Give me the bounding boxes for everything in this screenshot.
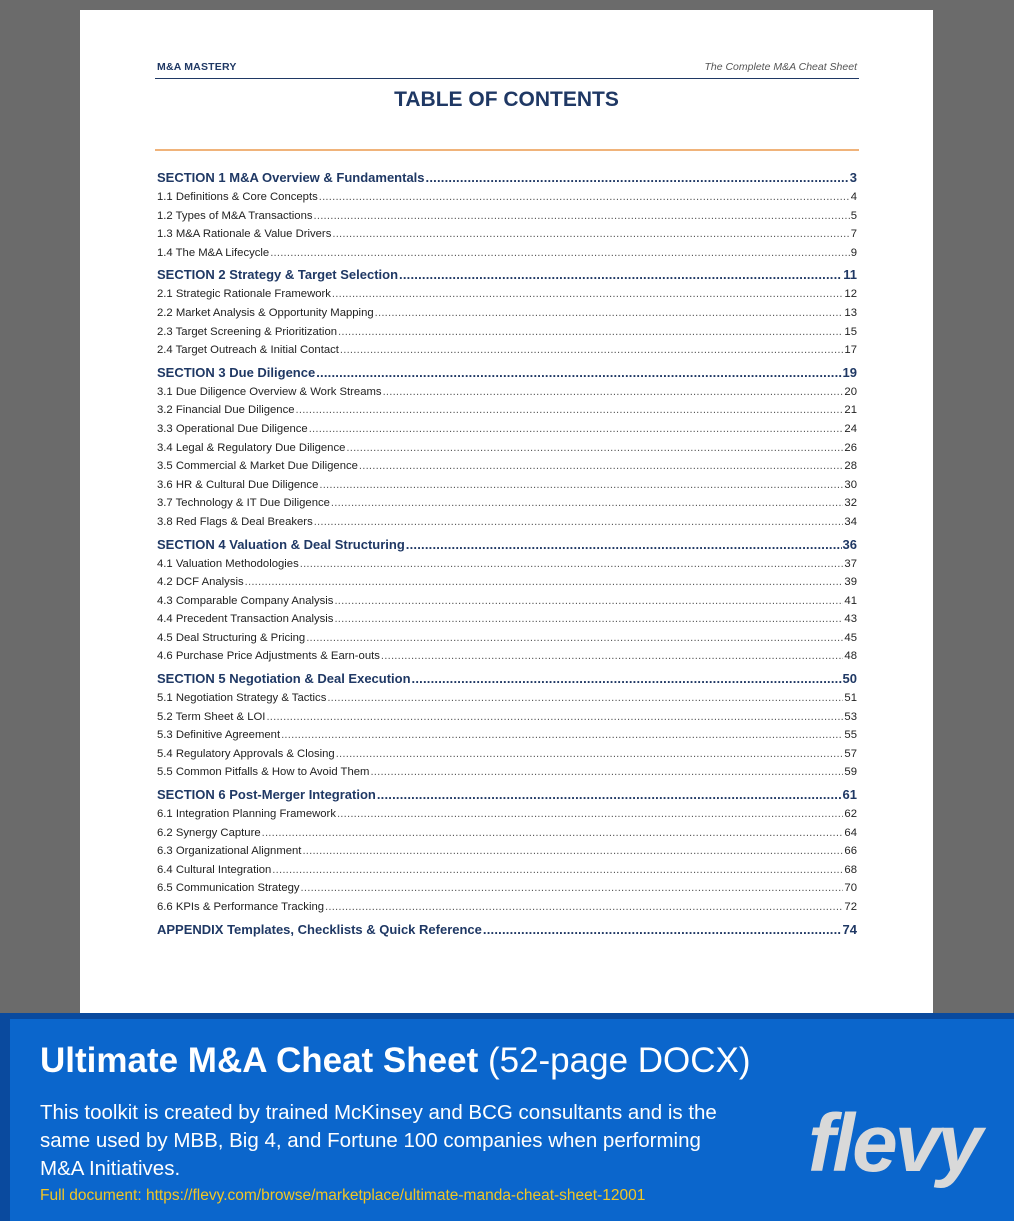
toc-page-number: 20 [844, 385, 857, 398]
toc-entry-label: SECTION 3 Due Diligence [157, 364, 316, 380]
toc-entry-label: 3.2 Financial Due Diligence [157, 404, 295, 417]
toc-entry-label: 6.1 Integration Planning Framework [157, 808, 336, 821]
toc-entry-label: 5.4 Regulatory Approvals & Closing [157, 747, 335, 760]
toc-subsection-entry[interactable] [157, 225, 857, 244]
toc-page-number: 7 [850, 228, 857, 241]
toc-page-number: 13 [844, 306, 857, 319]
toc-entry-label: 4.6 Purchase Price Adjustments & Earn-outs [157, 650, 380, 663]
toc-dot-leader [331, 494, 844, 513]
toc-dot-leader [301, 879, 844, 898]
promo-banner [0, 1013, 1014, 1221]
toc-dot-leader [272, 861, 843, 880]
toc-page-number: 48 [844, 650, 857, 663]
toc-dot-leader [406, 535, 842, 555]
toc-dot-leader [381, 647, 844, 666]
toc-page-number: 55 [844, 729, 857, 742]
toc-dot-leader [316, 363, 841, 383]
toc-entry-label: 1.4 The M&A Lifecycle [157, 246, 270, 259]
toc-section-entry[interactable] [157, 669, 857, 689]
toc-page-number: 21 [844, 404, 857, 417]
toc-section-entry[interactable] [157, 363, 857, 383]
toc-entry-label: SECTION 4 Valuation & Deal Structuring [157, 536, 405, 552]
toc-page-number: 12 [844, 288, 857, 301]
toc-subsection-entry[interactable] [157, 457, 857, 476]
toc-page-number: 57 [844, 747, 857, 760]
toc-subsection-entry[interactable] [157, 842, 857, 861]
toc-page-number: 24 [844, 422, 857, 435]
toc-dot-leader [306, 629, 843, 648]
toc-entry-label: 3.3 Operational Due Diligence [157, 422, 308, 435]
toc-dot-leader [314, 207, 850, 226]
toc-page-number: 11 [843, 267, 857, 283]
toc-page-number: 50 [842, 671, 857, 687]
toc-page-number: 37 [844, 557, 857, 570]
toc-entry-label: 5.5 Common Pitfalls & How to Avoid Them [157, 766, 370, 779]
banner-title-bold: Ultimate M&A Cheat Sheet [40, 1041, 479, 1080]
toc-section-entry[interactable] [157, 535, 857, 555]
toc-subsection-entry[interactable] [157, 708, 857, 727]
toc-entry-label: 3.5 Commercial & Market Due Diligence [157, 460, 358, 473]
toc-subsection-entry[interactable] [157, 420, 857, 439]
toc-dot-leader [245, 573, 844, 592]
toc-entry-label: SECTION 5 Negotiation & Deal Execution [157, 671, 411, 687]
toc-section-entry[interactable] [157, 168, 857, 188]
toc-entry-label: 6.6 KPIs & Performance Tracking [157, 901, 325, 913]
toc-dot-leader [340, 341, 844, 360]
toc-page-number: 28 [844, 460, 857, 473]
header-doc-title: The Complete M&A Cheat Sheet [704, 61, 857, 73]
toc-entry-label: 3.6 HR & Cultural Due Diligence [157, 478, 319, 491]
toc-page-number: 59 [844, 766, 857, 779]
toc-subsection-entry[interactable] [157, 726, 857, 745]
toc-subsection-entry[interactable] [157, 494, 857, 513]
toc-dot-leader [377, 785, 842, 805]
toc-subsection-entry[interactable] [157, 285, 857, 304]
toc-section-entry[interactable] [157, 785, 857, 805]
toc-dot-leader [302, 842, 843, 861]
toc-subsection-entry[interactable] [157, 555, 857, 574]
toc-dot-leader [338, 323, 843, 342]
toc-entry-label: 5.3 Definitive Agreement [157, 729, 281, 742]
toc-subsection-entry[interactable] [157, 244, 857, 263]
toc-subsection-entry[interactable] [157, 439, 857, 458]
toc-subsection-entry[interactable] [157, 824, 857, 843]
toc-page-number: 62 [844, 808, 857, 821]
toc-page-number: 19 [842, 364, 857, 380]
toc-entry-label: 6.5 Communication Strategy [157, 882, 300, 895]
toc-subsection-entry[interactable] [157, 805, 857, 824]
toc-entry-label: 4.2 DCF Analysis [157, 576, 244, 589]
toc-page-number: 39 [844, 576, 857, 589]
toc-page-number: 17 [844, 344, 857, 357]
toc-entry-label: 2.1 Strategic Rationale Framework [157, 288, 331, 301]
toc-dot-leader [314, 513, 844, 532]
toc-page-number: 61 [842, 787, 857, 803]
toc-dot-leader [270, 244, 850, 263]
toc-page-number: 41 [844, 594, 857, 607]
toc-entry-label: 5.1 Negotiation Strategy & Tactics [157, 692, 327, 705]
toc-page-number: 66 [844, 845, 857, 858]
toc-entry-label: 4.4 Precedent Transaction Analysis [157, 613, 334, 626]
toc-dot-leader [319, 188, 850, 207]
toc-dot-leader [426, 168, 849, 188]
toc-dot-leader [336, 745, 844, 764]
toc-subsection-entry[interactable] [157, 647, 857, 666]
title-divider [155, 149, 859, 151]
toc-entry-label: 6.4 Cultural Integration [157, 863, 272, 876]
toc-dot-leader [359, 457, 844, 476]
toc-dot-leader [334, 592, 843, 611]
toc-dot-leader [337, 805, 843, 824]
toc-subsection-entry[interactable] [157, 476, 857, 495]
toc-section-entry[interactable] [157, 265, 857, 285]
toc-dot-leader [370, 763, 843, 782]
toc-page-number: 34 [844, 515, 857, 528]
document-page [80, 10, 933, 1013]
toc-section-entry[interactable] [157, 920, 857, 940]
toc-dot-leader [281, 726, 843, 745]
toc-page-number: 51 [844, 692, 857, 705]
toc-entry-label: 4.5 Deal Structuring & Pricing [157, 631, 306, 644]
toc-page-number: 15 [844, 325, 857, 338]
toc-title: TABLE OF CONTENTS [394, 88, 619, 111]
toc-dot-leader [319, 476, 843, 495]
toc-subsection-entry[interactable] [157, 898, 857, 917]
toc-page-number: 64 [844, 826, 857, 839]
toc-entry-label: SECTION 1 M&A Overview & Fundamentals [157, 170, 425, 185]
toc-entry-label: 3.1 Due Diligence Overview & Work Streams [157, 385, 382, 398]
toc-page-number: 36 [842, 536, 857, 552]
toc-entry-label: 6.2 Synergy Capture [157, 826, 261, 839]
toc-entry-label: 1.1 Definitions & Core Concepts [157, 191, 318, 203]
toc-subsection-entry[interactable] [157, 383, 857, 402]
toc-page-number: 26 [844, 441, 857, 454]
toc-subsection-entry[interactable] [157, 188, 857, 207]
toc-dot-leader [412, 669, 842, 689]
toc-dot-leader [325, 898, 843, 917]
toc-subsection-entry[interactable] [157, 304, 857, 323]
toc-entry-label: 2.4 Target Outreach & Initial Contact [157, 344, 339, 357]
toc-page-number: 74 [842, 921, 857, 937]
toc-subsection-entry[interactable] [157, 323, 857, 342]
toc-page-number: 43 [844, 613, 857, 626]
toc-entry-label: 2.2 Market Analysis & Opportunity Mapping [157, 306, 374, 319]
toc-dot-leader [383, 383, 844, 402]
toc-page-number: 68 [844, 863, 857, 876]
toc-entry-label: 5.2 Term Sheet & LOI [157, 710, 266, 723]
toc-dot-leader [332, 225, 849, 244]
toc-page-number: 4 [850, 191, 857, 203]
flevy-logo: flevy [808, 1098, 980, 1189]
toc-entry-label: 3.7 Technology & IT Due Diligence [157, 497, 330, 510]
toc-dot-leader [266, 708, 843, 727]
toc-entry-label: 6.3 Organizational Alignment [157, 845, 302, 858]
toc-dot-leader [309, 420, 844, 439]
toc-subsection-entry[interactable] [157, 610, 857, 629]
toc-subsection-entry[interactable] [157, 745, 857, 764]
toc-dot-leader [334, 610, 843, 629]
toc-page-number: 70 [844, 882, 857, 895]
toc-entry-label: 3.4 Legal & Regulatory Due Diligence [157, 441, 346, 454]
toc-subsection-entry[interactable] [157, 763, 857, 782]
banner-title [40, 1041, 751, 1081]
toc-subsection-entry[interactable] [157, 861, 857, 880]
toc-dot-leader [399, 265, 842, 285]
toc-page-number: 5 [850, 209, 857, 222]
toc-dot-leader [483, 920, 842, 940]
toc-page-number: 3 [849, 170, 857, 185]
toc-dot-leader [327, 689, 843, 708]
toc-entry-label: 4.1 Valuation Methodologies [157, 557, 299, 570]
toc-subsection-entry[interactable] [157, 207, 857, 226]
toc-entry-label: 2.3 Target Screening & Prioritization [157, 325, 338, 338]
header-brand: M&A MASTERY [157, 61, 237, 73]
toc-entry-label: SECTION 2 Strategy & Target Selection [157, 267, 399, 283]
toc-dot-leader [262, 824, 844, 843]
toc-page-number: 45 [844, 631, 857, 644]
toc-page-number: 9 [850, 246, 857, 259]
table-of-contents [157, 168, 857, 940]
toc-subsection-entry[interactable] [157, 689, 857, 708]
toc-dot-leader [300, 555, 844, 574]
toc-dot-leader [296, 401, 844, 420]
toc-page-number: 72 [844, 901, 857, 913]
toc-entry-label: 1.3 M&A Rationale & Value Drivers [157, 228, 332, 241]
banner-description: This toolkit is created by trained McKinsey and BCG consultants and is the same used by MBB, Big 4, and Fortune 100 companies when performing M&A Initiatives. [40, 1101, 717, 1180]
toc-entry-label: 1.2 Types of M&A Transactions [157, 209, 313, 222]
toc-page-number: 32 [844, 497, 857, 510]
document-link[interactable]: Full document: https://flevy.com/browse/marketplace/ultimate-manda-cheat-sheet-12001 [40, 1187, 646, 1204]
promo-banner-panel [10, 1019, 1014, 1221]
toc-subsection-entry[interactable] [157, 629, 857, 648]
toc-subsection-entry[interactable] [157, 341, 857, 360]
toc-dot-leader [375, 304, 844, 323]
toc-entry-label: SECTION 6 Post-Merger Integration [157, 787, 376, 803]
toc-entry-label: 4.3 Comparable Company Analysis [157, 594, 334, 607]
toc-subsection-entry[interactable] [157, 573, 857, 592]
toc-subsection-entry[interactable] [157, 879, 857, 898]
toc-subsection-entry[interactable] [157, 401, 857, 420]
toc-dot-leader [346, 439, 843, 458]
toc-page-number: 53 [844, 710, 857, 723]
toc-entry-label: APPENDIX Templates, Checklists & Quick Reference [157, 921, 482, 937]
toc-subsection-entry[interactable] [157, 592, 857, 611]
toc-subsection-entry[interactable] [157, 513, 857, 532]
header-rule [155, 78, 859, 79]
toc-entry-label: 3.8 Red Flags & Deal Breakers [157, 515, 313, 528]
toc-dot-leader [332, 285, 844, 304]
banner-title-rest: (52-page DOCX) [478, 1041, 751, 1080]
toc-page-number: 30 [844, 478, 857, 491]
